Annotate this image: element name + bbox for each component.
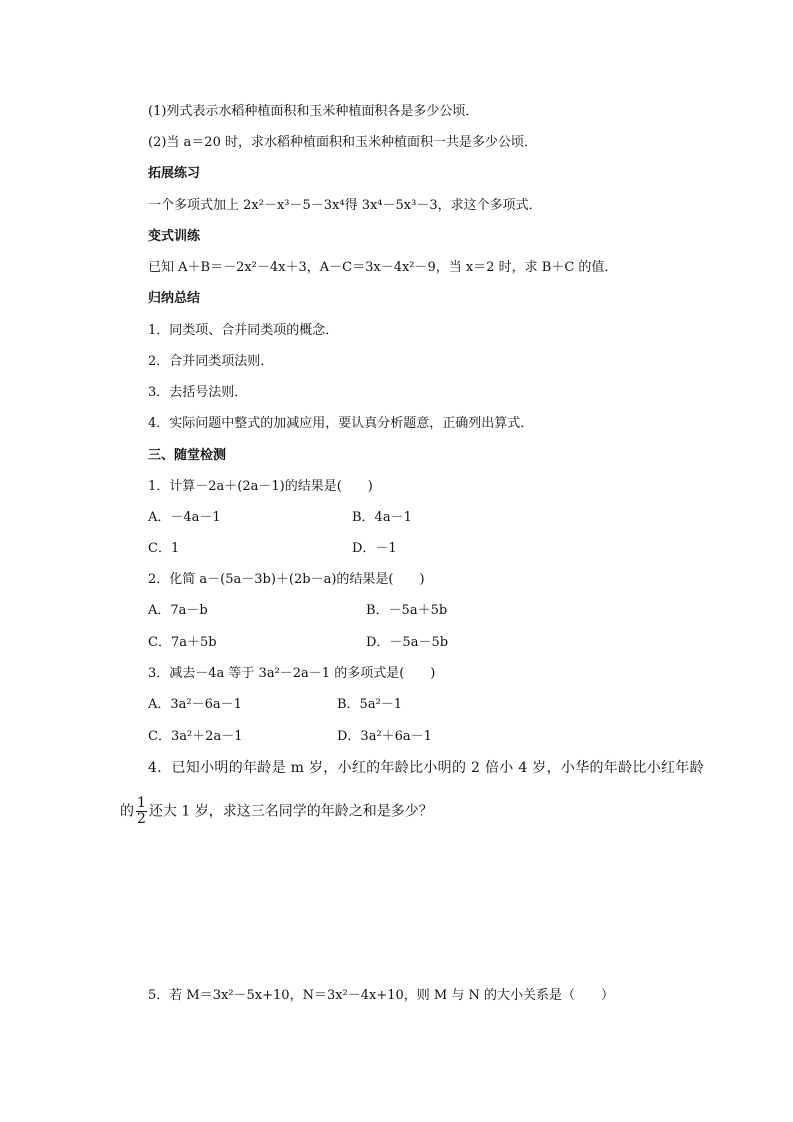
q2-option-a: A．7a－b (148, 603, 208, 618)
q5-stem: 5．若 M＝3x²－5x+10，N＝3x²－4x+10，则 M 与 N 的大小关系是（ ） (148, 988, 615, 1003)
summary-item-1: 1．同类项、合并同类项的概念． (148, 323, 339, 338)
summary-item-2: 2．合并同类项法则． (148, 354, 274, 369)
section-heading-summary: 归纳总结 (148, 291, 201, 306)
section-heading-variant: 变式训练 (148, 229, 201, 244)
q3-option-d: D．3a²＋6a－1 (337, 729, 432, 744)
q4-stem-line-1: 4．已知小明的年龄是 m 岁，小红的年龄比小明的 2 倍小 4 岁，小华的年龄比小红年龄 (148, 760, 704, 776)
q2-option-b: B．－5a＋5b (366, 603, 448, 618)
variant-exercise: 已知 A＋B＝－2x²－4x＋3，A－C＝3x－4x²－9，当 x＝2 时，求 B＋C 的值． (148, 260, 618, 275)
q4-prefix: 的 (120, 803, 134, 820)
section-heading-extension: 拓展练习 (148, 166, 201, 181)
summary-item-4: 4．实际问题中整式的加减应用，要认真分析题意，正确列出算式． (148, 416, 534, 431)
question-part-2: (2)当 a＝20 时，求水稻种植面积和玉米种植面积一共是多少公顷． (148, 135, 537, 150)
q3-stem: 3．减去－4a 等于 3a²－2a－1 的多项式是( ) (148, 666, 436, 681)
question-part-1: (1)列式表示水稻种植面积和玉米种植面积各是多少公顷． (148, 104, 479, 119)
summary-item-3: 3．去括号法则． (148, 385, 248, 400)
q1-stem: 1．计算－2a＋(2a－1)的结果是( ) (148, 479, 373, 494)
q1-option-c: C．1 (148, 541, 180, 556)
q4-stem-line-2 (120, 796, 433, 827)
q4-suffix: 还大 1 岁，求这三名同学的年龄之和是多少？ (148, 803, 433, 820)
extension-exercise: 一个多项式加上 2x²－x³－5－3x⁴得 3x⁴－5x³－3，求这个多项式． (148, 198, 542, 213)
q3-option-a: A．3a²－6a－1 (148, 697, 242, 712)
q3-option-c: C．3a²＋2a－1 (148, 729, 243, 744)
q1-option-b: B．4a－1 (352, 510, 412, 525)
q1-option-d: D．－1 (352, 541, 397, 556)
q1-option-a: A．－4a－1 (148, 510, 221, 525)
q2-option-c: C．7a＋5b (148, 635, 217, 650)
q3-option-b: B．5a²－1 (337, 697, 403, 712)
fraction-numerator: 1 (137, 795, 146, 811)
q2-option-d: D．－5a－5b (366, 635, 449, 650)
q2-stem: 2．化简 a－(5a－3b)＋(2b－a)的结果是( ) (148, 572, 425, 587)
fraction-one-half (136, 796, 147, 827)
section-heading-classroom-test: 三、随堂检测 (148, 448, 227, 463)
fraction-denominator: 2 (137, 811, 146, 827)
